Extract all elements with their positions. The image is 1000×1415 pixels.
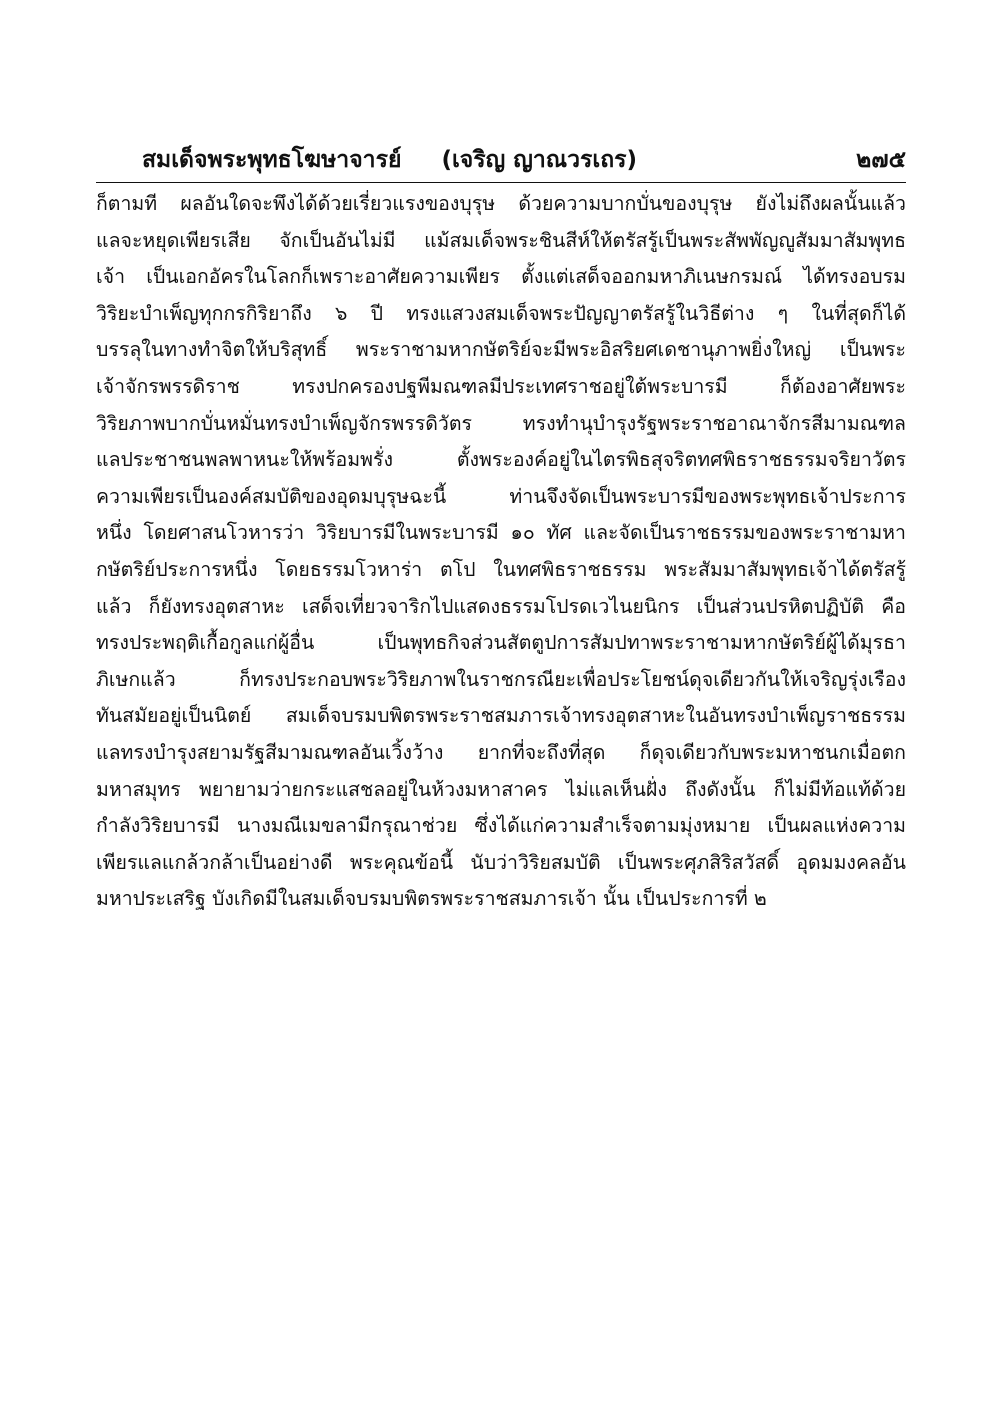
text-line: มหาสมุทร พยายามว่ายกระแสชลอยู่ในห้วงมหาสาคร ไม่แลเห็นฝั่ง ถึงดังนั้น ก็ไม่มีท้อแท้ด้วย: [96, 777, 906, 801]
text-line: แลทรงบำรุงสยามรัฐสีมามณฑลอันเวิ้งว้าง ยากที่จะถึงที่สุด ก็ดุจเดียวกับพระมหาชนกเมื่อตก: [96, 740, 906, 764]
text-line: เจ้าจักรพรรดิราช ทรงปกครองปฐพีมณฑลมีประเทศราชอยู่ใต้พระบารมี ก็ต้องอาศัยพระ: [96, 374, 906, 398]
text-line: กษัตริย์ประการหนึ่ง โดยธรรมโวหาร่า ตโป ในทศพิธราชธรรม พระสัมมาสัมพุทธเจ้าได้ตรัสรู้: [96, 557, 906, 581]
header-title: สมเด็จพระพุทธโฆษาจารย์: [142, 147, 402, 173]
page-number: ๒๗๕: [856, 147, 906, 173]
text-line: มหาประเสริฐ บังเกิดมีในสมเด็จบรมบพิตรพระราชสมภารเจ้า นั้น เป็นประการที่ ๒: [96, 887, 767, 911]
text-line: บรรลุในทางทำจิตให้บริสุทธิ์ พระราชามหากษัตริย์จะมีพระอิสริยศเดชานุภาพยิ่งใหญ่ เป็นพระ: [96, 338, 906, 362]
text-line: วิริยะบำเพ็ญทุกกรกิริยาถึง ๖ ปี ทรงแสวงสมเด็จพระปัญญาตรัสรู้ในวิธีต่าง ๆ ในที่สุดก็ได้: [96, 301, 906, 325]
text-line: หนึ่ง โดยศาสนโวหารว่า วิริยบารมีในพระบารมี ๑๐ ทัศ และจัดเป็นราชธรรมของพระราชามหา: [96, 521, 906, 545]
text-line: ความเพียรเป็นองค์สมบัติของอุดมบุรุษฉะนี้ ท่านจึงจัดเป็นพระบารมีของพระพุทธเจ้าประการ: [96, 484, 906, 508]
header-rule: [96, 182, 906, 183]
text-line: ทรงประพฤติเกื้อกูลแก่ผู้อื่น เป็นพุทธกิจส่วนสัตตูปการสัมปทาพระราชามหากษัตริย์ผู้ได้มุรธา: [96, 631, 906, 655]
text-line: ภิเษกแล้ว ก็ทรงประกอบพระวิริยภาพในราชกรณียะเพื่อประโยชน์ดุจเดียวกันให้เจริญรุ่งเรือง: [96, 667, 906, 691]
body-paragraph: [96, 186, 906, 918]
text-line: กำลังวิริยบารมี นางมณีเมขลามีกรุณาช่วย ซึ่งได้แก่ความสำเร็จตามมุ่งหมาย เป็นผลแห่งความ: [96, 814, 906, 838]
text-line: ก็ตามที ผลอันใดจะพึงได้ด้วยเรี่ยวแรงของบุรุษ ด้วยความบากบั่นของบุรุษ ยังไม่ถึงผลนั้นแล้ว: [96, 192, 906, 215]
text-line: แลจะหยุดเพียรเสีย จักเป็นอันไม่มี แม้สมเด็จพระชินสีห์ให้ตรัสรู้เป็นพระสัพพัญญูสัมมาสัมพุทธ: [96, 228, 906, 252]
text-line: แล้ว ก็ยังทรงอุตสาหะ เสด็จเที่ยวจาริกไปแสดงธรรมโปรดเวไนยนิกร เป็นส่วนปรหิตปฏิบัติ คือ: [96, 594, 906, 618]
header-subtitle: (เจริญ ญาณวรเถร): [441, 147, 638, 173]
text-line: ทันสมัยอยู่เป็นนิตย์ สมเด็จบรมบพิตรพระราชสมภารเจ้าทรงอุตสาหะในอันทรงบำเพ็ญราชธรรม: [96, 704, 906, 728]
text-line: แลประชาชนพลพาหนะให้พร้อมพรั่ง ตั้งพระองค์อยู่ในไตรพิธสุจริตทศพิธราชธรรมจริยาวัตร: [96, 448, 906, 472]
text-line: เพียรแลแกล้วกล้าเป็นอย่างดี พระคุณข้อนี้ นับว่าวิริยสมบัติ เป็นพระศุภสิริสวัสดิ์ อุดมมงคลอัน: [96, 850, 906, 874]
text-line: วิริยภาพบากบั่นหมั่นทรงบำเพ็ญจักรพรรดิวัตร ทรงทำนุบำรุงรัฐพระราชอาณาจักรสีมามณฑล: [96, 411, 906, 435]
text-line: เจ้า เป็นเอกอัครในโลกก็เพราะอาศัยความเพียร ตั้งแต่เสด็จออกมหาภิเนษกรมณ์ ได้ทรงอบรม: [96, 265, 906, 289]
running-header: [142, 146, 906, 178]
